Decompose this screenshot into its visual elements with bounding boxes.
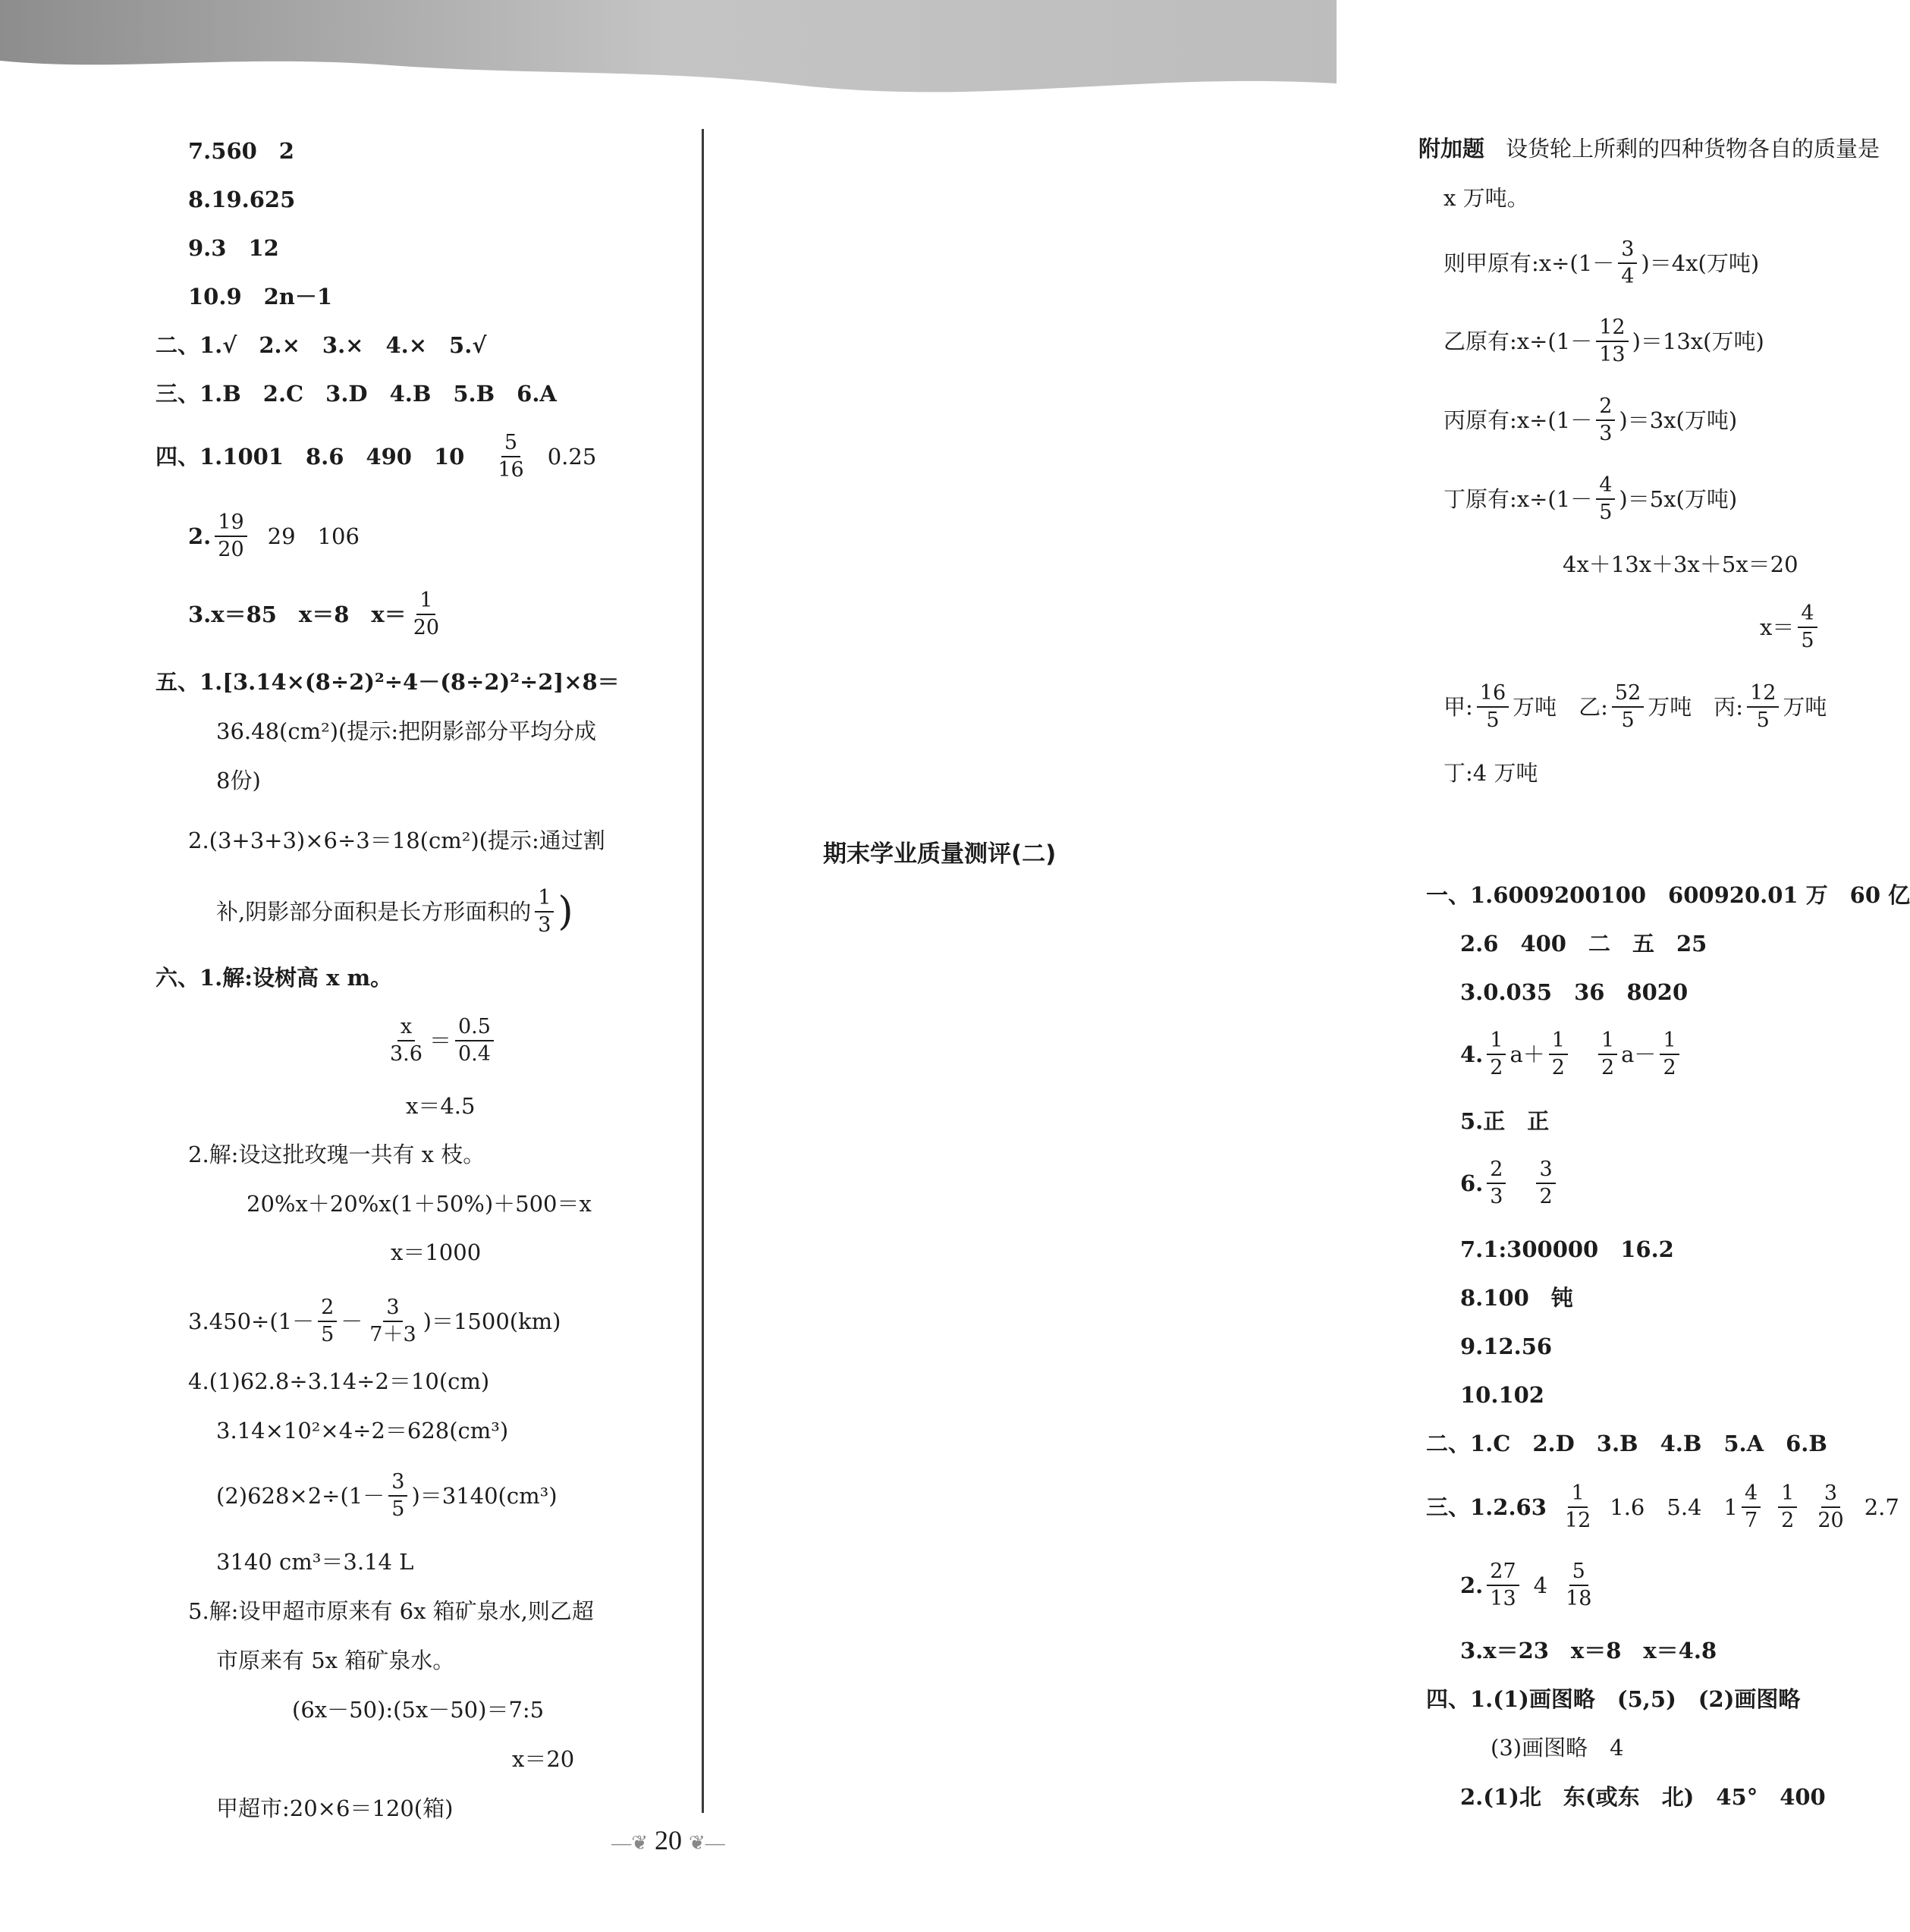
leaf-ornament-icon: —❦	[611, 1832, 648, 1854]
answer-line: x＝1000	[391, 1239, 482, 1265]
fraction: $\frac{1}{2}$	[1598, 1030, 1617, 1079]
answer-line: 10.102	[1460, 1382, 1544, 1408]
answer-line: 8份)	[216, 768, 261, 793]
answer-line: 2. $\frac{27}{13}$ 4 $\frac{5}{18}$	[1460, 1561, 1598, 1610]
answer-line: 6. $\frac{2}{3}$ $\frac{3}{2}$	[1460, 1159, 1560, 1208]
answer-line: x 万吨。	[1443, 185, 1529, 211]
fraction: $\frac{0.5}{0.4}$	[455, 1016, 494, 1066]
answer-line: 20%x＋20%x(1＋50%)＋500＝x	[247, 1191, 592, 1217]
answer-line: 2.(3+3+3)×6÷3＝18(cm²)(提示:通过割	[188, 828, 605, 853]
answer-line: 3140 cm³＝3.14 L	[216, 1549, 414, 1575]
answer-line: 五、1.[3.14×(8÷2)²÷4－(8÷2)²÷2]×8＝	[156, 669, 620, 695]
answer-line: 丁原有:x÷(1－ $\frac{4}{5}$ )＝5x(万吨)	[1443, 473, 1738, 525]
fraction: $\frac{2}{3}$	[1596, 396, 1615, 445]
section-title: 期末学业质量测评(二)	[823, 840, 1057, 868]
leaf-ornament-icon: ❦—	[689, 1832, 725, 1854]
answer-line: 4.(1)62.8÷3.14÷2＝10(cm)	[188, 1368, 490, 1394]
fraction: $\frac{4}{5}$	[1596, 475, 1615, 524]
answer-line: 丁:4 万吨	[1443, 760, 1538, 786]
answer-line: 36.48(cm²)(提示:把阴影部分平均分成	[216, 718, 597, 744]
answer-line: 4x＋13x＋3x＋5x＝20	[1563, 551, 1798, 577]
fraction: $\frac{1}{3}$	[535, 887, 554, 937]
answer-line: 9.3 12	[188, 235, 279, 261]
fraction: $\frac{1}{2}$	[1778, 1483, 1797, 1532]
fraction: $\frac{5}{16}$	[498, 431, 524, 482]
fraction: $\frac{4}{7}$	[1742, 1483, 1761, 1532]
answer-line: 则甲原有:x÷(1－ $\frac{3}{4}$ )＝4x(万吨)	[1443, 237, 1760, 289]
answer-line: 甲超市:20×6＝120(箱)	[216, 1795, 454, 1821]
answer-line: 3.14×10²×4÷2＝628(cm³)	[216, 1418, 509, 1444]
answer-line: 10.9 2n－1	[188, 284, 333, 309]
answer-line: 8.19.625	[188, 187, 296, 212]
answer-line: 3.x＝23 x＝8 x＝4.8	[1460, 1638, 1717, 1663]
answer-line: 市原来有 5x 箱矿泉水。	[216, 1648, 455, 1673]
answer-line: 3.x＝85 x＝8 x＝ $\frac{1}{20}$	[188, 590, 446, 639]
fraction: $\frac{x}{3.6}$	[390, 1015, 423, 1067]
answer-line: x＝4.5	[406, 1093, 476, 1119]
column-divider	[702, 129, 704, 1813]
answer-line: 2.(1)北 东(或东 北) 45° 400	[1460, 1784, 1826, 1810]
fraction: $\frac{1}{2}$	[1660, 1030, 1679, 1079]
answer-line: 2. $\frac{19}{20}$ 29 106	[188, 510, 360, 562]
fraction: $\frac{16}{5}$	[1477, 683, 1509, 732]
fraction: $\frac{3}{2}$	[1536, 1159, 1555, 1208]
fraction: $\frac{27}{13}$	[1487, 1561, 1519, 1610]
fraction: $\frac{5}{18}$	[1566, 1560, 1592, 1611]
fraction: $\frac{3}{4}$	[1618, 239, 1637, 288]
answer-line: 乙原有:x÷(1－ $\frac{12}{13}$ )＝13x(万吨)	[1443, 316, 1764, 367]
answer-line: 7.1:300000 16.2	[1460, 1236, 1674, 1262]
answer-line: 5.正 正	[1460, 1108, 1550, 1134]
answer-line: x＝ $\frac{4}{5}$	[1760, 603, 1821, 652]
answer-line: 二、1.√ 2.× 3.× 4.× 5.√	[156, 332, 487, 358]
answer-line: 3.450÷(1－ $\frac{2}{5}$ － $\frac{3}{7+3}$ )＝1500(km)	[188, 1296, 561, 1347]
answer-line: 丙原有:x÷(1－ $\frac{2}{3}$ )＝3x(万吨)	[1443, 394, 1738, 446]
answer-line: 3.0.035 36 8020	[1460, 979, 1689, 1005]
answer-line: (2)628×2÷(1－ $\frac{3}{5}$ )＝3140(cm³)	[216, 1470, 558, 1522]
page-number: —❦ 20 ❦—	[611, 1825, 725, 1855]
fraction: $\frac{3}{7+3}$	[369, 1296, 416, 1347]
answer-line: 一、1.6009200100 600920.01 万 60 亿	[1426, 882, 1910, 908]
fraction: $\frac{3}{20}$	[1817, 1481, 1844, 1533]
fraction: $\frac{12}{5}$	[1747, 683, 1779, 732]
fraction: $\frac{1}{12}$	[1564, 1481, 1591, 1533]
answer-line: 二、1.C 2.D 3.B 4.B 5.A 6.B	[1426, 1431, 1827, 1456]
answer-line: (3)画图略 4	[1491, 1735, 1624, 1761]
answer-line: 2.解:设这批玫瑰一共有 x 枝。	[188, 1142, 485, 1167]
answer-line: $\frac{x}{3.6}$ ＝ $\frac{0.5}{0.4}$	[383, 1016, 498, 1066]
answer-line: 三、1.2.63 $\frac{1}{12}$ 1.6 5.4 1 $\frac{4}{7}$ $\frac{1}{2}$ $\frac{3}{20}$ 2.7	[1426, 1481, 1899, 1533]
fraction: $\frac{1}{2}$	[1487, 1030, 1506, 1079]
answer-line: 8.100 钝	[1460, 1285, 1573, 1311]
answer-line: 四、1.(1)画图略 (5,5) (2)画图略	[1426, 1686, 1801, 1712]
answer-line: x＝20	[512, 1746, 575, 1772]
header-banner	[0, 0, 1337, 114]
answer-line: 六、1.解:设树高 x m。	[156, 965, 393, 991]
fraction: $\frac{2}{3}$	[1487, 1159, 1506, 1208]
fraction: $\frac{52}{5}$	[1612, 683, 1644, 732]
answer-line: 附加题 设货轮上所剩的四种货物各自的质量是	[1418, 136, 1880, 162]
answer-line: 四、1.1001 8.6 490 10 $\frac{5}{16}$ 0.25	[156, 431, 597, 482]
fraction: $\frac{1}{2}$	[1549, 1030, 1568, 1079]
answer-line: 三、1.B 2.C 3.D 4.B 5.B 6.A	[156, 381, 557, 407]
fraction: $\frac{3}{5}$	[388, 1472, 407, 1521]
fraction: $\frac{1}{20}$	[413, 589, 440, 640]
answer-line: 7.560 2	[188, 138, 294, 164]
fraction: $\frac{12}{13}$	[1596, 317, 1628, 366]
answer-line: (6x－50):(5x－50)＝7:5	[292, 1697, 545, 1723]
answer-line: 补,阴影部分面积是长方形面积的 $\frac{1}{3}$ )	[216, 886, 573, 938]
answer-line: 甲: $\frac{16}{5}$ 万吨 乙: $\frac{52}{5}$ 万吨 丙: $\frac{12}{5}$ 万吨	[1443, 681, 1827, 733]
answer-line: 2.6 400 二 五 25	[1460, 931, 1707, 957]
answer-line: 4. $\frac{1}{2}$ a＋ $\frac{1}{2}$ $\frac{1}{2}$ a－ $\frac{1}{2}$	[1460, 1030, 1683, 1079]
answer-line: 5.解:设甲超市原来有 6x 箱矿泉水,则乙超	[188, 1598, 594, 1624]
fraction: $\frac{2}{5}$	[318, 1297, 337, 1346]
fraction: $\frac{4}{5}$	[1798, 603, 1817, 652]
answer-line: 9.12.56	[1460, 1334, 1553, 1359]
fraction: $\frac{19}{20}$	[215, 512, 247, 561]
